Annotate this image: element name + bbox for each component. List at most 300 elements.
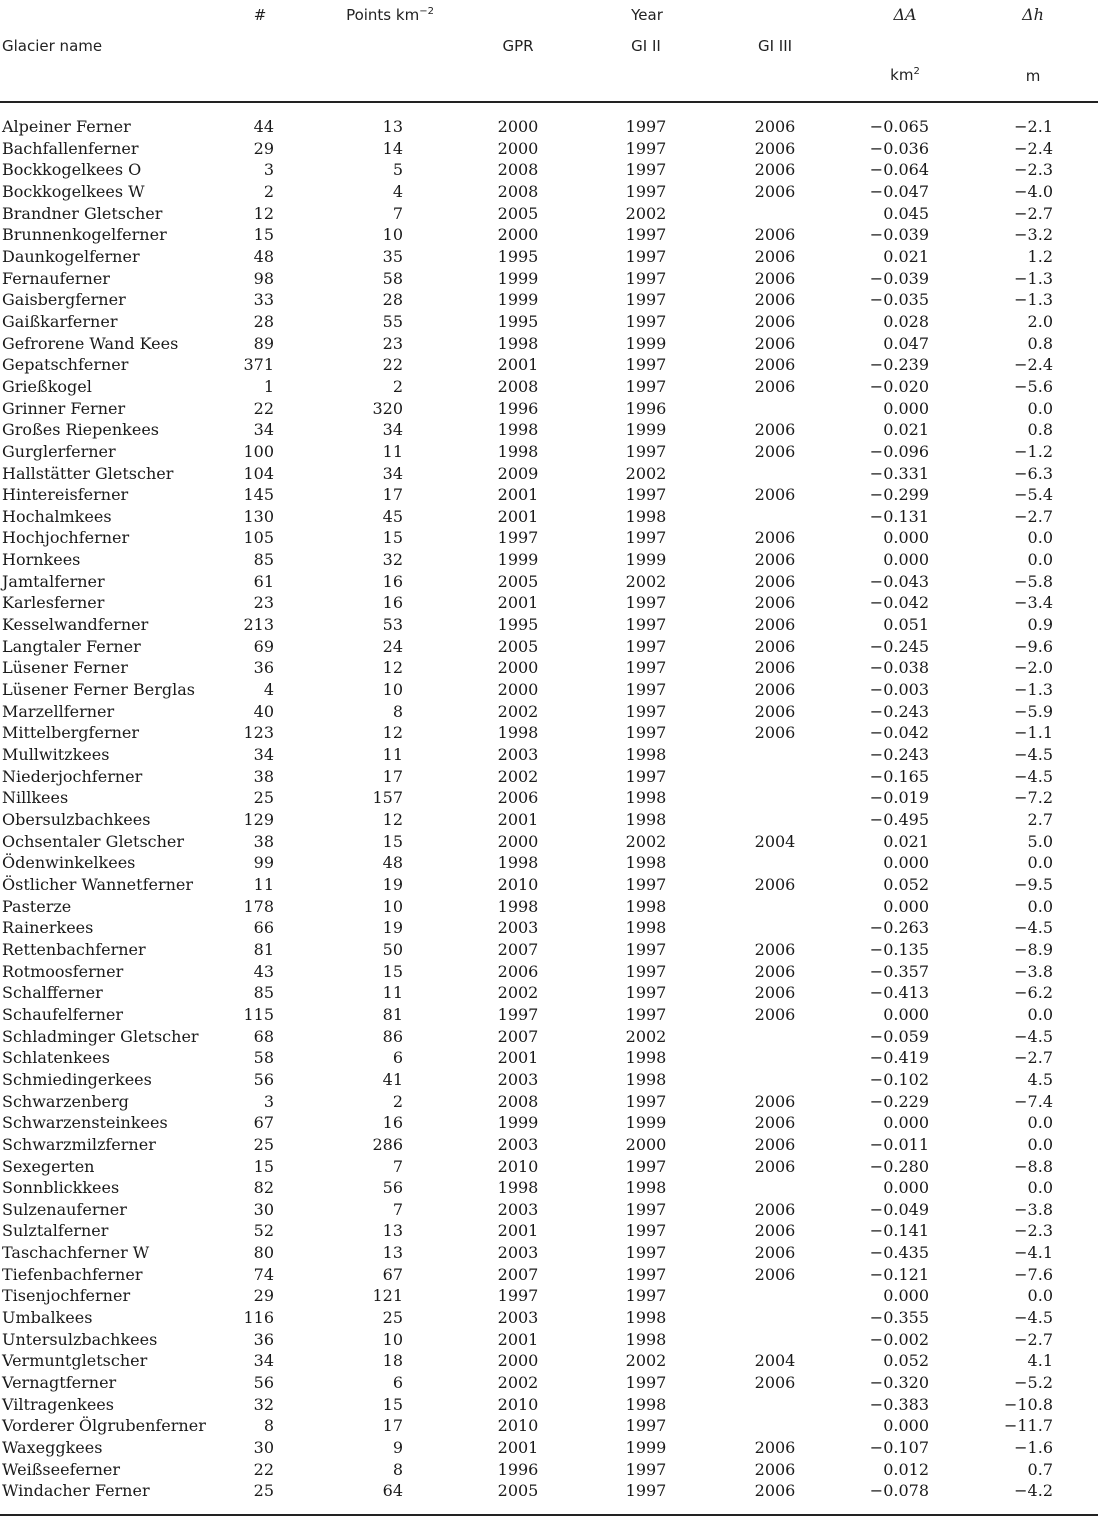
count-cell: 25 [253, 1134, 274, 1154]
glacier-name-cell: Hintereisferner [2, 485, 129, 505]
delta-height-cell: 0.0 [1027, 896, 1053, 916]
gpr-year-cell: 2003 [497, 1308, 539, 1328]
glacier-name-cell: Marzellferner [2, 701, 115, 721]
delta-height-cell: −7.6 [1014, 1264, 1053, 1284]
points-cell: 28 [382, 290, 403, 310]
delta-height-cell: 0.0 [1027, 550, 1053, 570]
delta-height-cell: 2.7 [1027, 810, 1053, 829]
points-cell: 53 [382, 615, 403, 635]
delta-area-cell: −0.135 [869, 939, 929, 959]
gpr-year-cell: 1995 [497, 246, 539, 266]
glacier-name-cell: Langtaler Ferner [2, 636, 141, 656]
delta-area-cell: −0.107 [869, 1438, 929, 1458]
delta-height-cell: −4.1 [1014, 1243, 1053, 1263]
gi3-year-cell: 2006 [754, 355, 796, 375]
count-cell: 56 [253, 1373, 274, 1393]
delta-area-cell: −0.042 [869, 723, 929, 743]
points-cell: 17 [382, 1416, 403, 1436]
points-cell: 15 [382, 1394, 403, 1414]
table-row [0, 896, 1098, 918]
points-cell: 286 [372, 1134, 403, 1154]
delta-area-cell: −0.229 [869, 1091, 929, 1111]
gpr-year-cell: 2003 [497, 1069, 539, 1089]
delta-height-cell: −1.1 [1014, 723, 1053, 743]
table-row [0, 506, 1098, 528]
table-row [0, 1177, 1098, 1199]
delta-area-cell: −0.263 [869, 918, 929, 938]
gi2-year-cell: 1998 [625, 1308, 667, 1328]
points-cell: 157 [372, 788, 403, 808]
gpr-year-cell: 2003 [497, 1199, 539, 1219]
gi2-year-cell: 1997 [625, 1459, 667, 1479]
count-cell: 48 [253, 246, 274, 266]
delta-area-cell: −0.049 [869, 1199, 929, 1219]
column-header-count: # [253, 6, 267, 24]
count-cell: 98 [253, 268, 274, 288]
table-row [0, 289, 1098, 311]
column-header-gpr: GPR [502, 37, 534, 55]
points-cell: 81 [382, 1004, 403, 1024]
delta-height-cell: −4.5 [1014, 745, 1053, 765]
gi3-year-cell: 2006 [754, 160, 796, 180]
header-rule [0, 101, 1098, 103]
gi3-year-cell: 2006 [754, 420, 796, 440]
table-row [0, 961, 1098, 983]
glacier-name-cell: Tisenjochferner [2, 1286, 131, 1306]
glacier-name-cell: Vernagtferner [2, 1373, 117, 1393]
delta-area-cell: 0.051 [883, 615, 929, 635]
glacier-name-cell: Grinner Ferner [2, 398, 126, 418]
count-cell: 145 [243, 485, 274, 505]
points-cell: 13 [382, 1221, 403, 1241]
points-cell: 48 [382, 853, 403, 873]
count-cell: 4 [263, 680, 274, 700]
gi2-year-cell: 1999 [625, 550, 667, 570]
gi3-year-cell: 2004 [754, 1351, 796, 1371]
count-cell: 130 [243, 506, 274, 526]
glacier-name-cell: Schwarzensteinkees [2, 1113, 168, 1133]
points-cell: 22 [382, 355, 403, 375]
gpr-year-cell: 2001 [497, 1048, 539, 1068]
points-cell: 6 [392, 1373, 403, 1393]
gi3-year-cell: 2006 [754, 181, 796, 201]
delta-height-cell: −4.5 [1014, 1026, 1053, 1046]
gpr-year-cell: 2005 [497, 1481, 539, 1501]
delta-height-cell: 0.0 [1027, 1134, 1053, 1154]
gi2-year-cell: 1998 [625, 1394, 667, 1414]
delta-area-cell: −0.131 [869, 506, 929, 526]
gi2-year-cell: 1997 [625, 680, 667, 700]
gi2-year-cell: 1997 [625, 485, 667, 505]
gi2-year-cell: 2002 [625, 463, 667, 483]
glacier-name-cell: Umbalkees [2, 1308, 93, 1328]
count-cell: 213 [243, 615, 274, 635]
glacier-name-cell: Sonnblickkees [2, 1178, 120, 1198]
gi3-year-cell: 2006 [754, 1264, 796, 1284]
delta-height-cell: −8.8 [1014, 1156, 1053, 1176]
glacier-name-cell: Waxeggkees [2, 1438, 103, 1458]
gi3-year-cell: 2006 [754, 333, 796, 353]
glacier-name-cell: Gurglerferner [2, 441, 116, 461]
glacier-name-cell: Bachfallenferner [2, 138, 139, 158]
count-cell: 33 [253, 290, 274, 310]
table-row [0, 203, 1098, 225]
count-cell: 23 [253, 593, 274, 613]
gpr-year-cell: 1998 [497, 1178, 539, 1198]
points-cell: 5 [392, 160, 403, 180]
gi2-year-cell: 1998 [625, 1329, 667, 1349]
gi3-year-cell: 2006 [754, 225, 796, 245]
gi2-year-cell: 1998 [625, 896, 667, 916]
gi2-year-cell: 1997 [625, 117, 667, 136]
delta-area-cell: −0.299 [869, 485, 929, 505]
points-cell: 11 [382, 983, 403, 1003]
table-row [0, 116, 1098, 138]
gi2-year-cell: 1997 [625, 138, 667, 158]
count-cell: 12 [253, 203, 274, 223]
delta-height-cell: −2.3 [1014, 1221, 1053, 1241]
gi2-year-cell: 2002 [625, 1351, 667, 1371]
glacier-name-cell: Weißseeferner [2, 1459, 121, 1479]
gpr-year-cell: 2000 [497, 225, 539, 245]
delta-height-cell: −2.1 [1014, 117, 1053, 136]
gi2-year-cell: 1997 [625, 355, 667, 375]
points-cell: 12 [382, 810, 403, 829]
delta-area-cell: −0.243 [869, 701, 929, 721]
gpr-year-cell: 2002 [497, 1373, 539, 1393]
gi3-year-cell: 2006 [754, 290, 796, 310]
delta-area-cell: −0.020 [869, 376, 929, 396]
gi2-year-cell: 1997 [625, 1221, 667, 1241]
points-cell: 41 [382, 1069, 403, 1089]
count-cell: 40 [253, 701, 274, 721]
table-row [0, 181, 1098, 203]
delta-height-cell: −9.6 [1014, 636, 1053, 656]
table-row [0, 463, 1098, 485]
table-row [0, 1069, 1098, 1091]
table-row [0, 1415, 1098, 1437]
count-cell: 34 [253, 745, 274, 765]
delta-area-cell: −0.419 [869, 1048, 929, 1068]
gi3-year-cell: 2006 [754, 485, 796, 505]
points-cell: 34 [382, 463, 403, 483]
table-row [0, 527, 1098, 549]
count-cell: 36 [253, 658, 274, 678]
delta-height-cell: 0.0 [1027, 1178, 1053, 1198]
delta-height-cell: −5.2 [1014, 1373, 1053, 1393]
table-row [0, 246, 1098, 268]
delta-area-cell: −0.002 [869, 1329, 929, 1349]
gi3-year-cell: 2006 [754, 268, 796, 288]
delta-area-cell: 0.000 [883, 1113, 929, 1133]
delta-area-cell: 0.000 [883, 550, 929, 570]
glacier-name-cell: Nillkees [2, 788, 69, 808]
table-row [0, 787, 1098, 809]
gpr-year-cell: 2005 [497, 203, 539, 223]
delta-area-cell: −0.003 [869, 680, 929, 700]
delta-area-cell: −0.042 [869, 593, 929, 613]
table-row [0, 1242, 1098, 1264]
delta-height-cell: −4.5 [1014, 918, 1053, 938]
table-row [0, 1372, 1098, 1394]
count-cell: 178 [243, 896, 274, 916]
points-cell: 8 [392, 701, 403, 721]
delta-area-cell: −0.039 [869, 225, 929, 245]
gi3-year-cell: 2006 [754, 983, 796, 1003]
count-cell: 11 [253, 874, 274, 894]
delta-height-cell: 4.5 [1027, 1069, 1053, 1089]
glacier-name-cell: Sulzenauferner [2, 1199, 127, 1219]
delta-height-cell: 2.0 [1027, 311, 1053, 331]
gi3-year-cell: 2006 [754, 874, 796, 894]
glacier-name-cell: Großes Riepenkees [2, 420, 160, 440]
delta-area-cell: 0.021 [883, 831, 929, 851]
delta-area-cell: −0.165 [869, 766, 929, 786]
gi2-year-cell: 1997 [625, 615, 667, 635]
table-row [0, 614, 1098, 636]
table-row [0, 1285, 1098, 1307]
glacier-name-cell: Schwarzmilzferner [2, 1134, 156, 1154]
delta-area-cell: 0.000 [883, 1178, 929, 1198]
delta-area-cell: −0.047 [869, 181, 929, 201]
gpr-year-cell: 2010 [497, 1416, 539, 1436]
table-row [0, 1394, 1098, 1416]
gi3-year-cell: 2006 [754, 1134, 796, 1154]
gi3-year-cell: 2006 [754, 1156, 796, 1176]
unit-delta-area [890, 66, 920, 84]
delta-height-cell: 0.8 [1027, 420, 1053, 440]
glacier-name-cell: Karlesferner [2, 593, 105, 613]
table-row [0, 1134, 1098, 1156]
gi3-year-cell: 2006 [754, 1113, 796, 1133]
points-cell: 58 [382, 268, 403, 288]
delta-area-cell: 0.021 [883, 246, 929, 266]
points-cell: 16 [382, 571, 403, 591]
count-cell: 34 [253, 1351, 274, 1371]
gi2-year-cell: 1997 [625, 1264, 667, 1284]
count-cell: 82 [253, 1178, 274, 1198]
gi3-year-cell: 2006 [754, 311, 796, 331]
gi2-year-cell: 2002 [625, 1026, 667, 1046]
gi2-year-cell: 1997 [625, 311, 667, 331]
gi3-year-cell: 2006 [754, 1459, 796, 1479]
gpr-year-cell: 1997 [497, 528, 539, 548]
count-cell: 8 [263, 1416, 274, 1436]
glacier-name-cell: Obersulzbachkees [2, 810, 151, 829]
glacier-name-cell: Vorderer Ölgrubenferner [2, 1416, 206, 1436]
count-cell: 371 [243, 355, 274, 375]
glacier-name-cell: Mittelbergferner [2, 723, 140, 743]
table-row [0, 1220, 1098, 1242]
gi2-year-cell: 2002 [625, 831, 667, 851]
gi2-year-cell: 1997 [625, 1416, 667, 1436]
gpr-year-cell: 2007 [497, 1264, 539, 1284]
delta-area-cell: 0.000 [883, 1416, 929, 1436]
table-row [0, 571, 1098, 593]
gpr-year-cell: 2003 [497, 1243, 539, 1263]
gpr-year-cell: 2002 [497, 983, 539, 1003]
count-cell: 15 [253, 225, 274, 245]
gi2-year-cell: 1998 [625, 1178, 667, 1198]
delta-area-cell: 0.000 [883, 853, 929, 873]
table-row [0, 1307, 1098, 1329]
gi3-year-cell: 2006 [754, 658, 796, 678]
glacier-name-cell: Hornkees [2, 550, 81, 570]
table-row [0, 1156, 1098, 1178]
gi2-year-cell: 1997 [625, 874, 667, 894]
glacier-name-cell: Brunnenkogelferner [2, 225, 167, 245]
count-cell: 69 [253, 636, 274, 656]
gi2-year-cell: 1998 [625, 1069, 667, 1089]
gi2-year-cell: 1996 [625, 398, 667, 418]
gi2-year-cell: 1997 [625, 1156, 667, 1176]
delta-height-cell: −1.3 [1014, 680, 1053, 700]
count-cell: 123 [243, 723, 274, 743]
delta-area-cell: −0.280 [869, 1156, 929, 1176]
gpr-year-cell: 2001 [497, 506, 539, 526]
gpr-year-cell: 1997 [497, 1286, 539, 1306]
count-cell: 56 [253, 1069, 274, 1089]
count-cell: 15 [253, 1156, 274, 1176]
gi2-year-cell: 1997 [625, 1481, 667, 1501]
gpr-year-cell: 2000 [497, 680, 539, 700]
points-header-label: Points km [346, 6, 420, 24]
delta-height-cell: −4.0 [1014, 181, 1053, 201]
count-cell: 99 [253, 853, 274, 873]
delta-height-cell: −2.7 [1014, 203, 1053, 223]
delta-area-cell: −0.043 [869, 571, 929, 591]
points-cell: 6 [392, 1048, 403, 1068]
table-row [0, 354, 1098, 376]
gi2-year-cell: 1998 [625, 745, 667, 765]
gpr-year-cell: 1998 [497, 441, 539, 461]
delta-height-cell: −4.2 [1014, 1481, 1053, 1501]
table-row [0, 939, 1098, 961]
points-cell: 12 [382, 723, 403, 743]
points-cell: 32 [382, 550, 403, 570]
glacier-name-cell: Grießkogel [2, 376, 92, 396]
gpr-year-cell: 2006 [497, 961, 539, 981]
gpr-year-cell: 2010 [497, 1156, 539, 1176]
gi2-year-cell: 1999 [625, 1438, 667, 1458]
delta-height-cell: −5.6 [1014, 376, 1053, 396]
glacier-name-cell: Sexegerten [2, 1156, 95, 1176]
points-cell: 18 [382, 1351, 403, 1371]
delta-height-cell: 0.0 [1027, 528, 1053, 548]
delta-area-cell: 0.000 [883, 528, 929, 548]
points-cell: 50 [382, 939, 403, 959]
gpr-year-cell: 2000 [497, 138, 539, 158]
points-cell: 17 [382, 485, 403, 505]
unit-delta-area-exponent: 2 [913, 66, 920, 77]
gi3-year-cell: 2006 [754, 1199, 796, 1219]
delta-height-cell: −6.2 [1014, 983, 1053, 1003]
count-cell: 25 [253, 1481, 274, 1501]
delta-height-cell: −3.8 [1014, 961, 1053, 981]
column-header-gi-iii: GI III [757, 37, 793, 55]
delta-height-cell: −11.7 [1003, 1416, 1053, 1436]
count-cell: 116 [243, 1308, 274, 1328]
glacier-name-cell: Vermuntgletscher [2, 1351, 148, 1371]
count-cell: 29 [253, 138, 274, 158]
delta-height-cell: −2.7 [1014, 1048, 1053, 1068]
points-cell: 64 [382, 1481, 403, 1501]
points-cell: 10 [382, 1329, 403, 1349]
delta-height-cell: −7.4 [1014, 1091, 1053, 1111]
delta-area-cell: 0.052 [883, 874, 929, 894]
table-row [0, 1112, 1098, 1134]
count-cell: 30 [253, 1199, 274, 1219]
points-cell: 55 [382, 311, 403, 331]
glacier-name-cell: Hallstätter Gletscher [2, 463, 174, 483]
delta-height-cell: −6.3 [1014, 463, 1053, 483]
delta-area-cell: −0.038 [869, 658, 929, 678]
glacier-name-cell: Ödenwinkelkees [2, 853, 136, 873]
column-header-gi-ii: GI II [631, 37, 661, 55]
delta-area-cell: 0.012 [883, 1459, 929, 1479]
glacier-name-cell: Hochjochferner [2, 528, 130, 548]
glacier-name-cell: Bockkogelkees W [2, 181, 145, 201]
gi2-year-cell: 1997 [625, 593, 667, 613]
delta-height-cell: −4.5 [1014, 1308, 1053, 1328]
gi2-year-cell: 1997 [625, 723, 667, 743]
delta-area-cell: −0.355 [869, 1308, 929, 1328]
gi3-year-cell: 2006 [754, 246, 796, 266]
delta-area-cell: −0.435 [869, 1243, 929, 1263]
glacier-name-cell: Taschachferner W [2, 1243, 150, 1263]
glacier-name-cell: Schwarzenberg [2, 1091, 129, 1111]
gi2-year-cell: 1997 [625, 766, 667, 786]
gpr-year-cell: 1999 [497, 1113, 539, 1133]
delta-height-cell: 0.0 [1027, 1004, 1053, 1024]
points-cell: 15 [382, 831, 403, 851]
delta-area-cell: −0.413 [869, 983, 929, 1003]
count-cell: 115 [243, 1004, 274, 1024]
gpr-year-cell: 2001 [497, 1221, 539, 1241]
glacier-name-cell: Tiefenbachferner [2, 1264, 143, 1284]
delta-height-cell: 4.1 [1027, 1351, 1053, 1371]
delta-area-cell: 0.028 [883, 311, 929, 331]
glacier-name-cell: Schalfferner [2, 983, 103, 1003]
count-cell: 22 [253, 1459, 274, 1479]
count-cell: 3 [263, 1091, 274, 1111]
delta-height-cell: −3.2 [1014, 225, 1053, 245]
delta-area-cell: 0.045 [883, 203, 929, 223]
glacier-name-cell: Bockkogelkees O [2, 160, 142, 180]
delta-height-cell: 0.8 [1027, 333, 1053, 353]
gi3-year-cell: 2006 [754, 1221, 796, 1241]
count-cell: 80 [253, 1243, 274, 1263]
gpr-year-cell: 2001 [497, 810, 539, 829]
glacier-name-cell: Rotmoosferner [2, 961, 124, 981]
delta-height-cell: 0.0 [1027, 1286, 1053, 1306]
delta-area-cell: −0.078 [869, 1481, 929, 1501]
delta-area-cell: 0.000 [883, 1286, 929, 1306]
delta-height-cell: −10.8 [1003, 1394, 1053, 1414]
count-cell: 66 [253, 918, 274, 938]
gi2-year-cell: 1997 [625, 181, 667, 201]
count-cell: 74 [253, 1264, 274, 1284]
delta-area-cell: 0.021 [883, 420, 929, 440]
table-row [0, 138, 1098, 160]
gi3-year-cell: 2004 [754, 831, 796, 851]
points-cell: 45 [382, 506, 403, 526]
gpr-year-cell: 1998 [497, 333, 539, 353]
delta-area-cell: −0.331 [869, 463, 929, 483]
points-cell: 10 [382, 896, 403, 916]
count-cell: 28 [253, 311, 274, 331]
delta-area-cell: 0.000 [883, 1004, 929, 1024]
